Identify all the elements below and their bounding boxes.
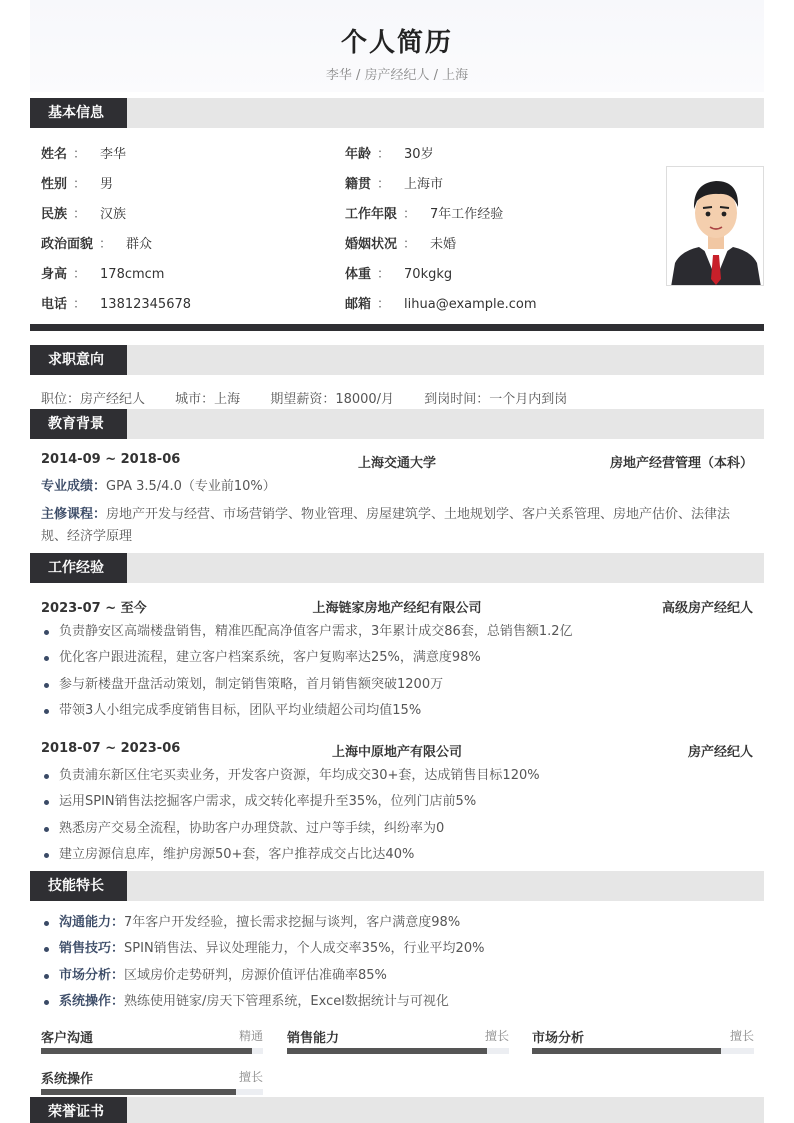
info-value: 70kgkg [404, 267, 453, 282]
skill-desc: 7年客户开发经验，擅长需求挖掘与谈判，客户满意度98% [124, 915, 461, 930]
skill-bar-communication [41, 1027, 263, 1057]
education-courses [41, 504, 753, 548]
intent-position: 职位：房产经纪人 [41, 392, 146, 407]
skill-label: 销售技巧： [59, 941, 125, 957]
work-row-2 [41, 741, 753, 760]
info-value: 男 [100, 177, 114, 192]
skill-bar-level: 精通 [238, 1029, 263, 1043]
skill-bar-name: 系统操作 [41, 1072, 94, 1087]
work-duties-2 [41, 763, 753, 869]
work-duties-1 [41, 619, 753, 725]
info-value: 30岁 [404, 147, 434, 162]
info-label: 姓名 [41, 147, 68, 162]
section-title-education: 教育背景 [30, 409, 127, 439]
info-label: 工作年限 [345, 207, 398, 222]
section-title-basic: 基本信息 [30, 98, 127, 128]
info-gender [41, 173, 113, 192]
page-title: 个人简历 [340, 28, 453, 58]
info-colon: ： [73, 207, 87, 222]
info-name [41, 143, 126, 162]
skill-desc: 区域房价走势研判，房源价值评估准确率85% [124, 967, 387, 983]
info-email [345, 293, 537, 312]
info-marital [345, 233, 456, 252]
info-label: 邮箱 [345, 297, 372, 312]
info-value: 13812345678 [100, 297, 192, 312]
skill-label: 沟通能力： [59, 915, 125, 930]
info-value: 上海市 [404, 177, 444, 192]
info-colon: ： [377, 267, 391, 282]
section-header-work [30, 553, 764, 583]
info-label: 体重 [345, 267, 372, 282]
info-height [41, 263, 164, 282]
info-label: 身高 [41, 267, 68, 282]
info-years [345, 203, 503, 222]
info-colon: ： [377, 177, 391, 192]
skill-label: 系统操作： [59, 994, 125, 1010]
section-header-basic [30, 98, 764, 128]
avatar-illustration [667, 167, 764, 286]
skill-bar-fill [287, 1048, 487, 1054]
info-label: 性别 [41, 177, 68, 192]
skill-bar-track [41, 1089, 263, 1095]
skill-desc: SPIN销售法、异议处理能力，个人成交率35%，行业平均20% [124, 941, 485, 957]
skill-bar-level: 擅长 [729, 1029, 754, 1043]
list-item: 运用SPIN销售法挖掘客户需求，成交转化率提升至35%，位列门店前5% [41, 789, 753, 815]
info-label: 婚姻状况 [345, 237, 398, 252]
list-item: 熟悉房产交易全流程，协助客户办理贷款、过户等手续，纠纷率为0 [41, 816, 753, 842]
info-value: 未婚 [430, 237, 457, 252]
info-colon: ： [73, 267, 87, 282]
info-label: 年龄 [345, 147, 372, 162]
info-phone [41, 293, 191, 312]
education-major: 房地产经营管理（本科） [609, 456, 753, 471]
skill-bar-system [41, 1068, 263, 1098]
skill-bar-sales [287, 1027, 509, 1057]
work-company: 上海中原地产有限公司 [331, 745, 462, 760]
info-colon: ： [403, 237, 417, 252]
section-header-honors [30, 1097, 764, 1123]
info-label: 电话 [41, 297, 68, 312]
education-row [41, 452, 753, 471]
info-political [41, 233, 152, 252]
divider-bar [30, 324, 764, 331]
profile-photo [666, 166, 764, 286]
skill-bar-track [287, 1048, 509, 1054]
info-value: 7年工作经验 [430, 207, 504, 222]
info-colon: ： [73, 177, 87, 192]
intent-salary: 期望薪资：18000/月 [270, 392, 395, 407]
list-item [41, 989, 753, 1015]
skill-bar-market [532, 1027, 754, 1057]
skill-bar-track [532, 1048, 754, 1054]
education-school: 上海交通大学 [357, 456, 436, 471]
list-item [41, 963, 753, 989]
info-hometown [345, 173, 443, 192]
info-colon: ： [403, 207, 417, 222]
info-value: lihua@example.com [404, 297, 537, 312]
grade-label: 专业成绩： [41, 479, 107, 494]
info-colon: ： [99, 237, 113, 252]
section-title-work: 工作经验 [30, 553, 127, 583]
skill-bar-fill [41, 1048, 252, 1054]
section-header-skills [30, 871, 764, 901]
education-grade [41, 476, 753, 498]
intent-city: 城市：上海 [175, 392, 241, 407]
skill-label: 市场分析： [59, 967, 125, 983]
skill-bar-level: 擅长 [484, 1029, 509, 1043]
info-label: 籍贯 [345, 177, 372, 192]
list-item: 负责静安区高端楼盘销售，精准匹配高净值客户需求，3年累计成交86套，总销售额1.2亿 [41, 619, 753, 645]
courses-value: 房地产开发与经营、市场营销学、物业管理、房屋建筑学、土地规划学、客户关系管理、房地产估价、法律法规、经济学原理 [41, 507, 731, 544]
skills-list [41, 910, 753, 1016]
info-value: 汉族 [100, 207, 127, 222]
info-colon: ： [377, 147, 391, 162]
intent-arrival: 到岗时间：一个月内到岗 [424, 392, 568, 407]
work-date: 2018-07 ~ 2023-06 [41, 741, 181, 756]
list-item: 负责浦东新区住宅买卖业务，开发客户资源，年均成交30+套，达成销售目标120% [41, 763, 753, 789]
skill-desc: 熟练使用链家/房天下管理系统，Excel数据统计与可视化 [124, 994, 449, 1010]
list-item: 参与新楼盘开盘活动策划，制定销售策略，首月销售额突破1200万 [41, 672, 753, 698]
skill-bar-name: 市场分析 [532, 1031, 585, 1046]
work-role: 房产经纪人 [687, 745, 753, 760]
page-subtitle: 李华 / 房产经纪人 / 上海 [325, 68, 469, 83]
work-date: 2023-07 ~ 至今 [41, 601, 147, 616]
grade-value: GPA 3.5/4.0（专业前10%） [106, 479, 276, 494]
info-ethnicity [41, 203, 126, 222]
work-role: 高级房产经纪人 [661, 601, 753, 616]
list-item [41, 910, 753, 936]
section-title-skills: 技能特长 [30, 871, 127, 901]
skill-bar-level: 擅长 [238, 1070, 263, 1084]
info-colon: ： [73, 147, 87, 162]
info-colon: ： [377, 297, 391, 312]
list-item [41, 936, 753, 962]
courses-label: 主修课程： [41, 507, 107, 522]
education-date: 2014-09 ~ 2018-06 [41, 452, 181, 467]
info-value: 178cmcm [100, 267, 165, 282]
section-header-education [30, 409, 764, 439]
info-label: 民族 [41, 207, 68, 222]
info-value: 李华 [100, 147, 127, 162]
info-weight [345, 263, 452, 282]
info-value: 群众 [126, 237, 153, 252]
job-intent-row [41, 388, 593, 407]
work-row-1 [41, 597, 753, 616]
list-item: 带领3人小组完成季度销售目标，团队平均业绩超公司均值15% [41, 698, 753, 724]
skill-bar-fill [532, 1048, 721, 1054]
skill-bar-name: 客户沟通 [41, 1031, 94, 1046]
info-age [345, 143, 434, 162]
list-item: 优化客户跟进流程，建立客户档案系统，客户复购率达25%，满意度98% [41, 645, 753, 671]
skill-bar-fill [41, 1089, 236, 1095]
skill-bar-name: 销售能力 [287, 1031, 340, 1046]
skill-bar-track [41, 1048, 263, 1054]
section-header-intent [30, 345, 764, 375]
resume-header [30, 0, 764, 92]
list-item: 建立房源信息库，维护房源50+套，客户推荐成交占比达40% [41, 842, 753, 868]
section-title-honors: 荣誉证书 [30, 1097, 127, 1123]
info-colon: ： [73, 297, 87, 312]
section-title-intent: 求职意向 [30, 345, 127, 375]
work-company: 上海链家房地产经纪有限公司 [312, 601, 482, 616]
info-label: 政治面貌 [41, 237, 94, 252]
